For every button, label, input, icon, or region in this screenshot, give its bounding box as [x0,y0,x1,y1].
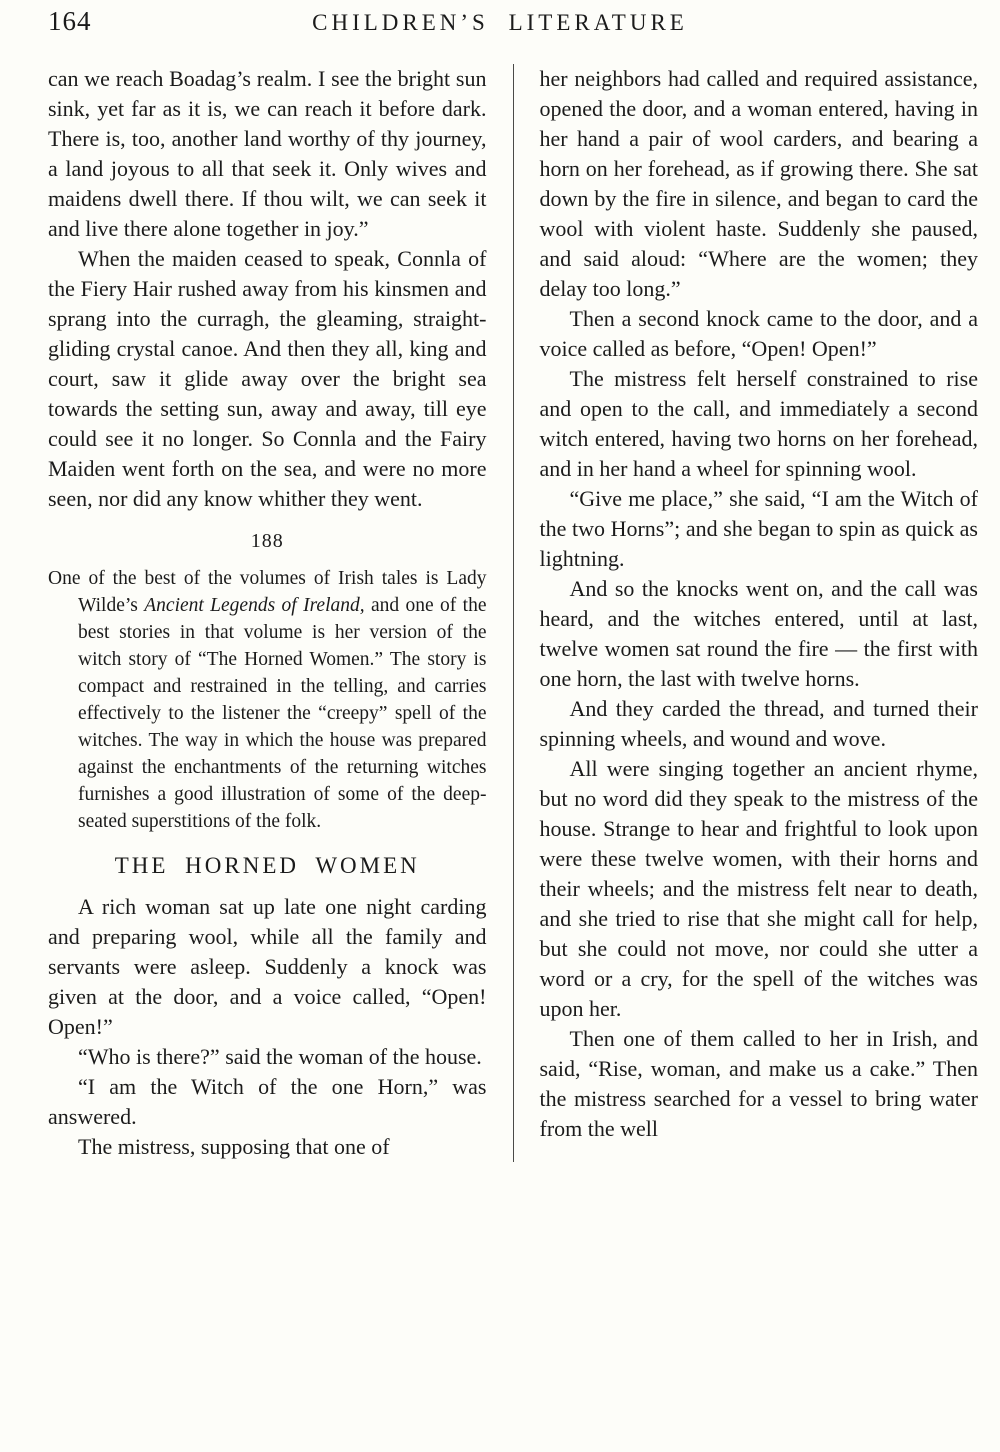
left-column [48,64,514,1162]
page-header [0,0,1000,50]
paragraph-rise-woman: Then one of them called to her in Irish, and said, “Rise, woman, and make us a cake.” Then the mistress searched for a vessel to bring water from the well [539,1026,978,1141]
paragraph-connla: When the maiden ceased to speak, Connla of the Fiery Hair rushed away from his kinsmen and sprang into the curragh, the gleaming, straight-gliding crystal canoe. And then they all, king and court, saw it glide away over the bright sea towards the setting sun, away and away, till eye could see it no longer. So Connla and the Fairy Maiden went forth on the sea, and were no more seen, nor did any know whither they went. [48,246,487,511]
note-text-after: and one of the best stories in that volume is her version of the witch story of “The Horned Women.” The story is compact and restrained in the telling, and carries effectively to the listener the “creepy” spell of the witches. The way in which the house was prepared against the enchantments of the returning witches furnishes a good illustration of some of the deep-seated superstitions of the folk. [78,595,487,832]
note-text-before: One of the best of the volumes of Irish tales is Lady Wilde’s [48,568,487,616]
paragraph-who-is-there: “Who is there?” said the woman of the house. [78,1044,482,1069]
paragraph-boadag-continuation: can we reach Boadag’s realm. I see the bright sun sink, yet far as it is, we can reach it before dark. There is, too, another land worthy of thy journey, a land joyous to all that seek it. Only wives and maidens dwell there. If thou wilt, we can seek it and live there alone together in joy.” [48,66,487,241]
paragraph-second-knock: Then a second knock came to the door, and a voice called as before, “Open! Open!” [539,306,978,361]
running-title: CHILDREN’S LITERATURE [312,10,688,35]
paragraph-mistress-start: The mistress, supposing that one of [78,1134,390,1159]
paragraph-give-me-place: “Give me place,” she said, “I am the Witch of the two Horns”; and she began to spin as quick as lightning. [539,486,978,571]
paragraph-ancient-rhyme: All were singing together an ancient rhyme, but no word did they speak to the mistress of the house. Strange to hear and frightful to look upon were these twelve women, with their horns and their wheels; and the mistress felt near to death, and she tried to rise that she might call for help, but she could not move, nor could she utter a word or a cry, for the spell of the witches was upon her. [539,756,978,1021]
text-columns [48,64,978,1162]
section-number: 188 [250,530,284,552]
editor-note [48,565,487,835]
paragraph-neighbors-continuation: her neighbors had called and required assistance, opened the door, and a woman entered, having in her hand a pair of wool carders, and bearing a horn on her forehead, as if growing there. She sat down by the fire in silence, and began to card the wool with violent haste. Suddenly she paused, and said aloud: “Where are the women; they delay too long.” [539,66,978,301]
page-number: 164 [48,6,92,36]
story-heading: THE HORNED WOMEN [114,853,420,878]
book-title-italic: Ancient Legends of Ireland, [144,595,365,616]
right-column [514,64,979,1162]
paragraph-carded-thread: And they carded the thread, and turned their spinning wheels, and wound and wove. [539,696,978,751]
paragraph-twelve-women: And so the knocks went on, and the call was heard, and the witches entered, until at last, twelve women sat round the fire — the first with one horn, the last with twelve horns. [539,576,978,691]
paragraph-story-opening: A rich woman sat up late one night carding and preparing wool, while all the family and servants were asleep. Suddenly a knock was given at the door, and a voice called, “Open! Open!” [48,894,487,1039]
paragraph-second-witch: The mistress felt herself constrained to rise and open to the call, and immediately a second witch entered, having two horns on her forehead, and in her hand a wheel for spinning wool. [539,366,978,481]
paragraph-witch-one-horn: “I am the Witch of the one Horn,” was answered. [48,1074,487,1129]
